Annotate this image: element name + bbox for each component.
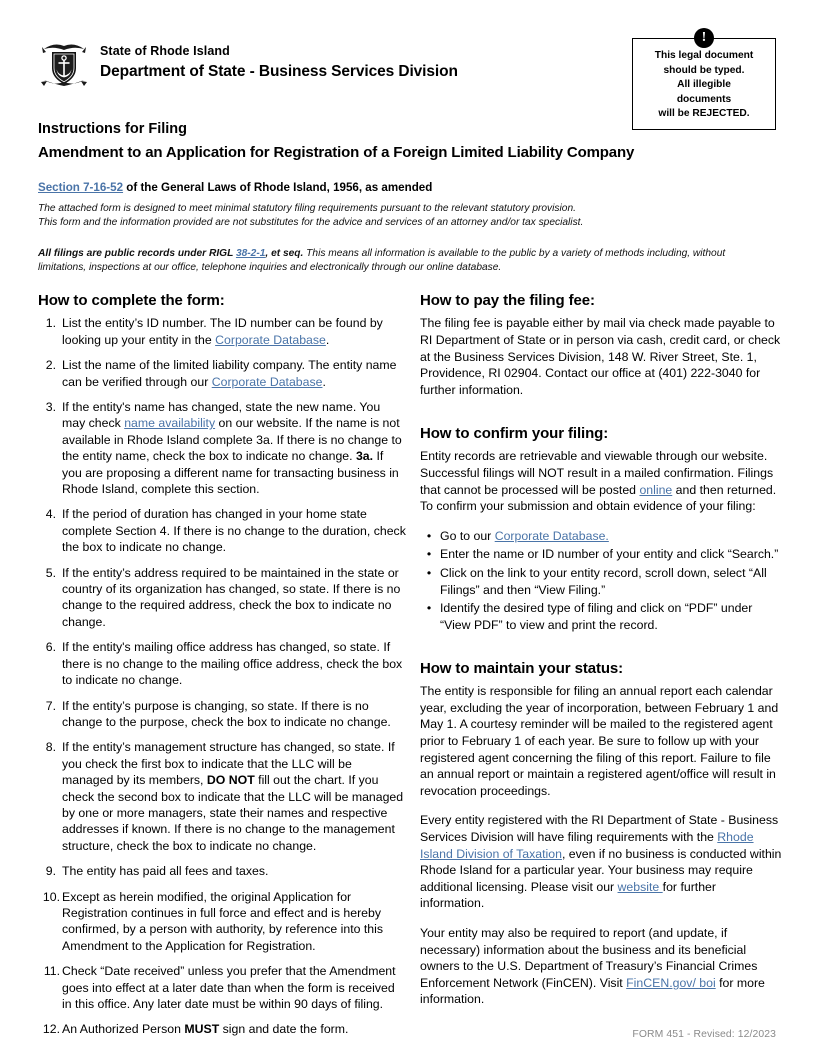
step-item [38,357,406,390]
step-9-text-0: The entity has paid all fees and taxes. [62,864,269,879]
fincen-text-2: for more information. [420,975,765,1007]
step-text [62,739,406,854]
step-item [38,506,406,555]
step-text [62,506,406,555]
step-number: 10. [42,889,60,904]
bullet-item [420,546,782,563]
step-item [38,565,406,631]
statute-rest: of the General Laws of Rhode Island, 1956, as amended [123,181,433,194]
step-5-text-0: If the entity’s address required to be maintained in the state or country of its organization has changed, so state. If there is no change to the required address, check the box to indicate no change. [62,565,401,629]
bullet-3-text-0: Click on the link to your entity record, scroll down, select “All Filings” and then “View Filing.” [440,565,767,597]
public-records-prefix: All filings are public records under RIGL [38,248,236,260]
step-number: 11. [43,964,60,979]
fincen-paragraph [420,925,782,1008]
taxation-text-4: for further information. [420,879,716,911]
maintain-status-heading: How to maintain your status: [420,660,624,678]
step-10-text-0: Except as herein modified, the original Application for Registration continues in full force and effect and is hereby confirmed, by a person with authority, by reference into this Amendment to the Application for Registration. [62,889,384,953]
step-2-link-1[interactable]: Corporate Database [211,374,323,389]
step-12-text-0: An Authorized Person [62,1022,185,1037]
step-12-emphasis-1: MUST [184,1022,220,1037]
rhode-island-state-seal-icon [38,40,90,90]
step-1-text-2: . [325,332,330,347]
bullet-item [420,565,782,598]
exclamation-circle-icon: ! [694,28,714,48]
step-item [38,399,406,497]
step-number: 4. [45,507,56,522]
taxation-paragraph [420,812,782,912]
page-subtitle: Amendment to an Application for Registration of a Foreign Limited Liability Company [38,144,635,161]
step-3-text-4: If you are proposing a different name for transacting business in Rhode Island, complete this section. [62,449,399,497]
statute-link[interactable]: Section 7-16-52 [38,181,124,194]
document-header [38,30,776,120]
confirm-filing-paragraph [420,448,782,514]
left-column [38,291,406,1046]
agency-block [100,38,458,82]
step-number: 9. [45,864,56,879]
disclaimer-line-2: This form and the information provided are not substitutes for the advice and services of an attorney and/or tax specialist. [38,216,584,228]
bullet-item [420,528,782,545]
step-number: 3. [45,400,56,414]
warning-line-2: should be typed. [663,64,745,76]
step-3-text-0: If the entity's name has changed, state the new name. You may check [62,400,381,431]
step-8-text-2: fill out the chart. If you check the second box to indicate that the LLC will be managed by one or more managers, state their names and respective addresses if known. If there is no change to the management structure, check the box to indicate no change. [62,773,404,853]
step-number: 5. [45,565,56,580]
bullet-text [440,528,782,545]
maintain-status-paragraph: The entity is responsible for filing an annual report each calendar year, excluding the year of incorporation, between February 1 and May 1. A courtesy reminder will be mailed to the registered agent prior to February 1 of each year. Be sure to follow up with your registered agent concerning the filing of this report. Failure to file an annual report or maintain a registered agent/office will result in revocation proceedings. [420,684,779,798]
form-footer: FORM 451 - Revised: 12/2023 [632,1029,776,1040]
confirm-text-2: and then returned. To confirm your submission and obtain evidence of your filing: [420,482,777,514]
step-text [62,698,406,731]
warning-box-text [632,38,776,130]
pay-fee-paragraph: The filing fee is payable either by mail via check made payable to RI Department of State or in person via cash, credit card, or check at the Business Services Division, 148 W. River Street, Ste. 1, Providence, RI 02904. Contact our office at (401) 222-3040 for further information. [420,316,781,397]
rigl-link[interactable]: 38-2-1 [235,248,266,260]
step-3-link-1[interactable]: name availability [124,416,216,431]
content-columns [38,291,782,1046]
bullet-item [420,600,782,633]
step-number: 8. [45,740,56,755]
bullet-text [440,600,782,633]
page-title: Instructions for Filing [38,121,188,137]
step-item [38,698,406,731]
step-item [38,963,406,1012]
bullet-2-text-0: Enter the name or ID number of your entity and click “Search.” [440,547,779,562]
step-text [62,963,406,1012]
taxation-link-3[interactable]: website [617,879,663,894]
confirm-text-0: Entity records are retrievable and viewable through our website. Successful filings will NOT result in a mailed confirmation. Filings that cannot be processed will be posted [420,449,774,497]
step-12-text-2: sign and date the form. [219,1022,349,1037]
step-8-text-0: If the entity’s management structure has changed, so state. If you check the first box to indicate that the LLC will be managed by its members, [62,740,395,788]
step-3-emphasis-3: 3a. [355,449,374,464]
bullet-1-link-1[interactable]: Corporate Database. [494,528,609,543]
disclaimer-text [38,202,776,229]
step-item [38,889,406,955]
warning-line-1: This legal document [654,50,754,61]
bullet-dot-icon: • [426,547,432,562]
step-number: 12. [42,1022,60,1037]
step-7-text-0: If the entity’s purpose is changing, so state. If there is no change to the purpose, check the box to indicate no change. [62,698,391,729]
step-text [62,863,406,879]
step-number: 7. [45,698,56,713]
public-records-suffix: , et seq. [265,248,304,260]
warning-line-4: documents [676,93,732,105]
step-item [38,863,406,879]
warning-notice [632,30,776,130]
step-number: 2. [45,358,56,373]
fincen-text-0: Your entity may also be required to report (and update, if necessary) information about the business and its beneficial owners to the U.S. Department of Treasury’s Financial Crimes Enforcement Network (FinCEN). Visit [420,926,758,990]
step-number: 1. [45,316,56,331]
confirm-filing-heading: How to confirm your filing: [420,425,609,443]
step-8-emphasis-1: DO NOT [206,773,255,788]
step-2-text-2: . [322,374,326,389]
taxation-link-1[interactable]: Rhode Island Division of Taxation [420,830,754,861]
step-2-text-0: List the name of the limited liability company. The entity name can be verified through our [62,358,397,389]
step-6-text-0: If the entity's mailing office address has changed, so state. If there is no change to the mailing office address, check the box to indicate no change. [62,640,403,688]
fincen-link-1[interactable]: FinCEN.gov/ boi [626,975,716,990]
step-item [38,1021,406,1037]
step-text [62,639,406,688]
complete-form-heading: How to complete the form: [38,292,225,310]
state-name: State of Rhode Island [100,44,230,58]
warning-line-3: All illegible [677,79,731,91]
confirm-link-1[interactable]: online [639,482,673,497]
department-name: Department of State - Business Services Division [100,63,458,80]
bullet-dot-icon: • [426,565,432,580]
complete-form-steps [38,315,406,1037]
step-3-text-2: on our website. If the name is not available in Rhode Island complete 3a. If there is no change to the entity name, check the box to indicate no change. [62,416,402,464]
step-4-text-0: If the period of duration has changed in your home state complete Section 4. If there is no change to the duration, check the box to indicate no change. [62,507,406,555]
bullet-dot-icon: • [426,528,432,543]
step-number: 6. [45,640,56,655]
step-text [62,889,406,955]
public-records-rest: This means all information is available to the public by a variety of methods including, without limitations, inspections at our office, telephone inquiries and electronically through our online database. [38,248,726,273]
step-text [62,1021,406,1037]
bullet-text [440,565,782,598]
bullet-text [440,546,782,563]
step-item [38,315,406,348]
public-records-notice [38,247,776,274]
statute-reference [38,180,776,195]
disclaimer-line-1: The attached form is designed to meet minimal statutory filing requirements pursuant to the relevant statutory provision. [38,203,576,214]
confirm-filing-bullets [420,528,782,634]
step-text [62,357,406,390]
step-11-text-0: Check “Date received” unless you prefer that the Amendment goes into effect at a later date than when the form is received in this office. Any later date must be within 90 days of filing. [62,964,396,1011]
warning-line-5: will be REJECTED. [658,108,750,120]
bullet-dot-icon: • [426,601,432,616]
step-1-text-0: List the entity’s ID number. The ID number can be found by looking up your entity in the [62,316,383,347]
bullet-4-text-0: Identify the desired type of filing and click on “PDF” under “View PDF” to view and print the record. [440,601,753,632]
bullet-1-text-0: Go to our [440,528,495,543]
step-1-link-1[interactable]: Corporate Database [215,332,326,347]
taxation-text-2: , even if no business is conducted within Rhode Island for a particular year. Your business may require additional licensing. Please visit our [420,846,782,894]
step-text [62,399,406,497]
pay-fee-heading: How to pay the filing fee: [420,292,595,310]
right-column [420,291,782,1046]
step-item [38,739,406,854]
step-item [38,639,406,688]
step-text [62,565,406,631]
taxation-text-0: Every entity registered with the RI Department of State - Business Services Division will have filing requirements with the [420,813,779,845]
step-text [62,315,406,348]
